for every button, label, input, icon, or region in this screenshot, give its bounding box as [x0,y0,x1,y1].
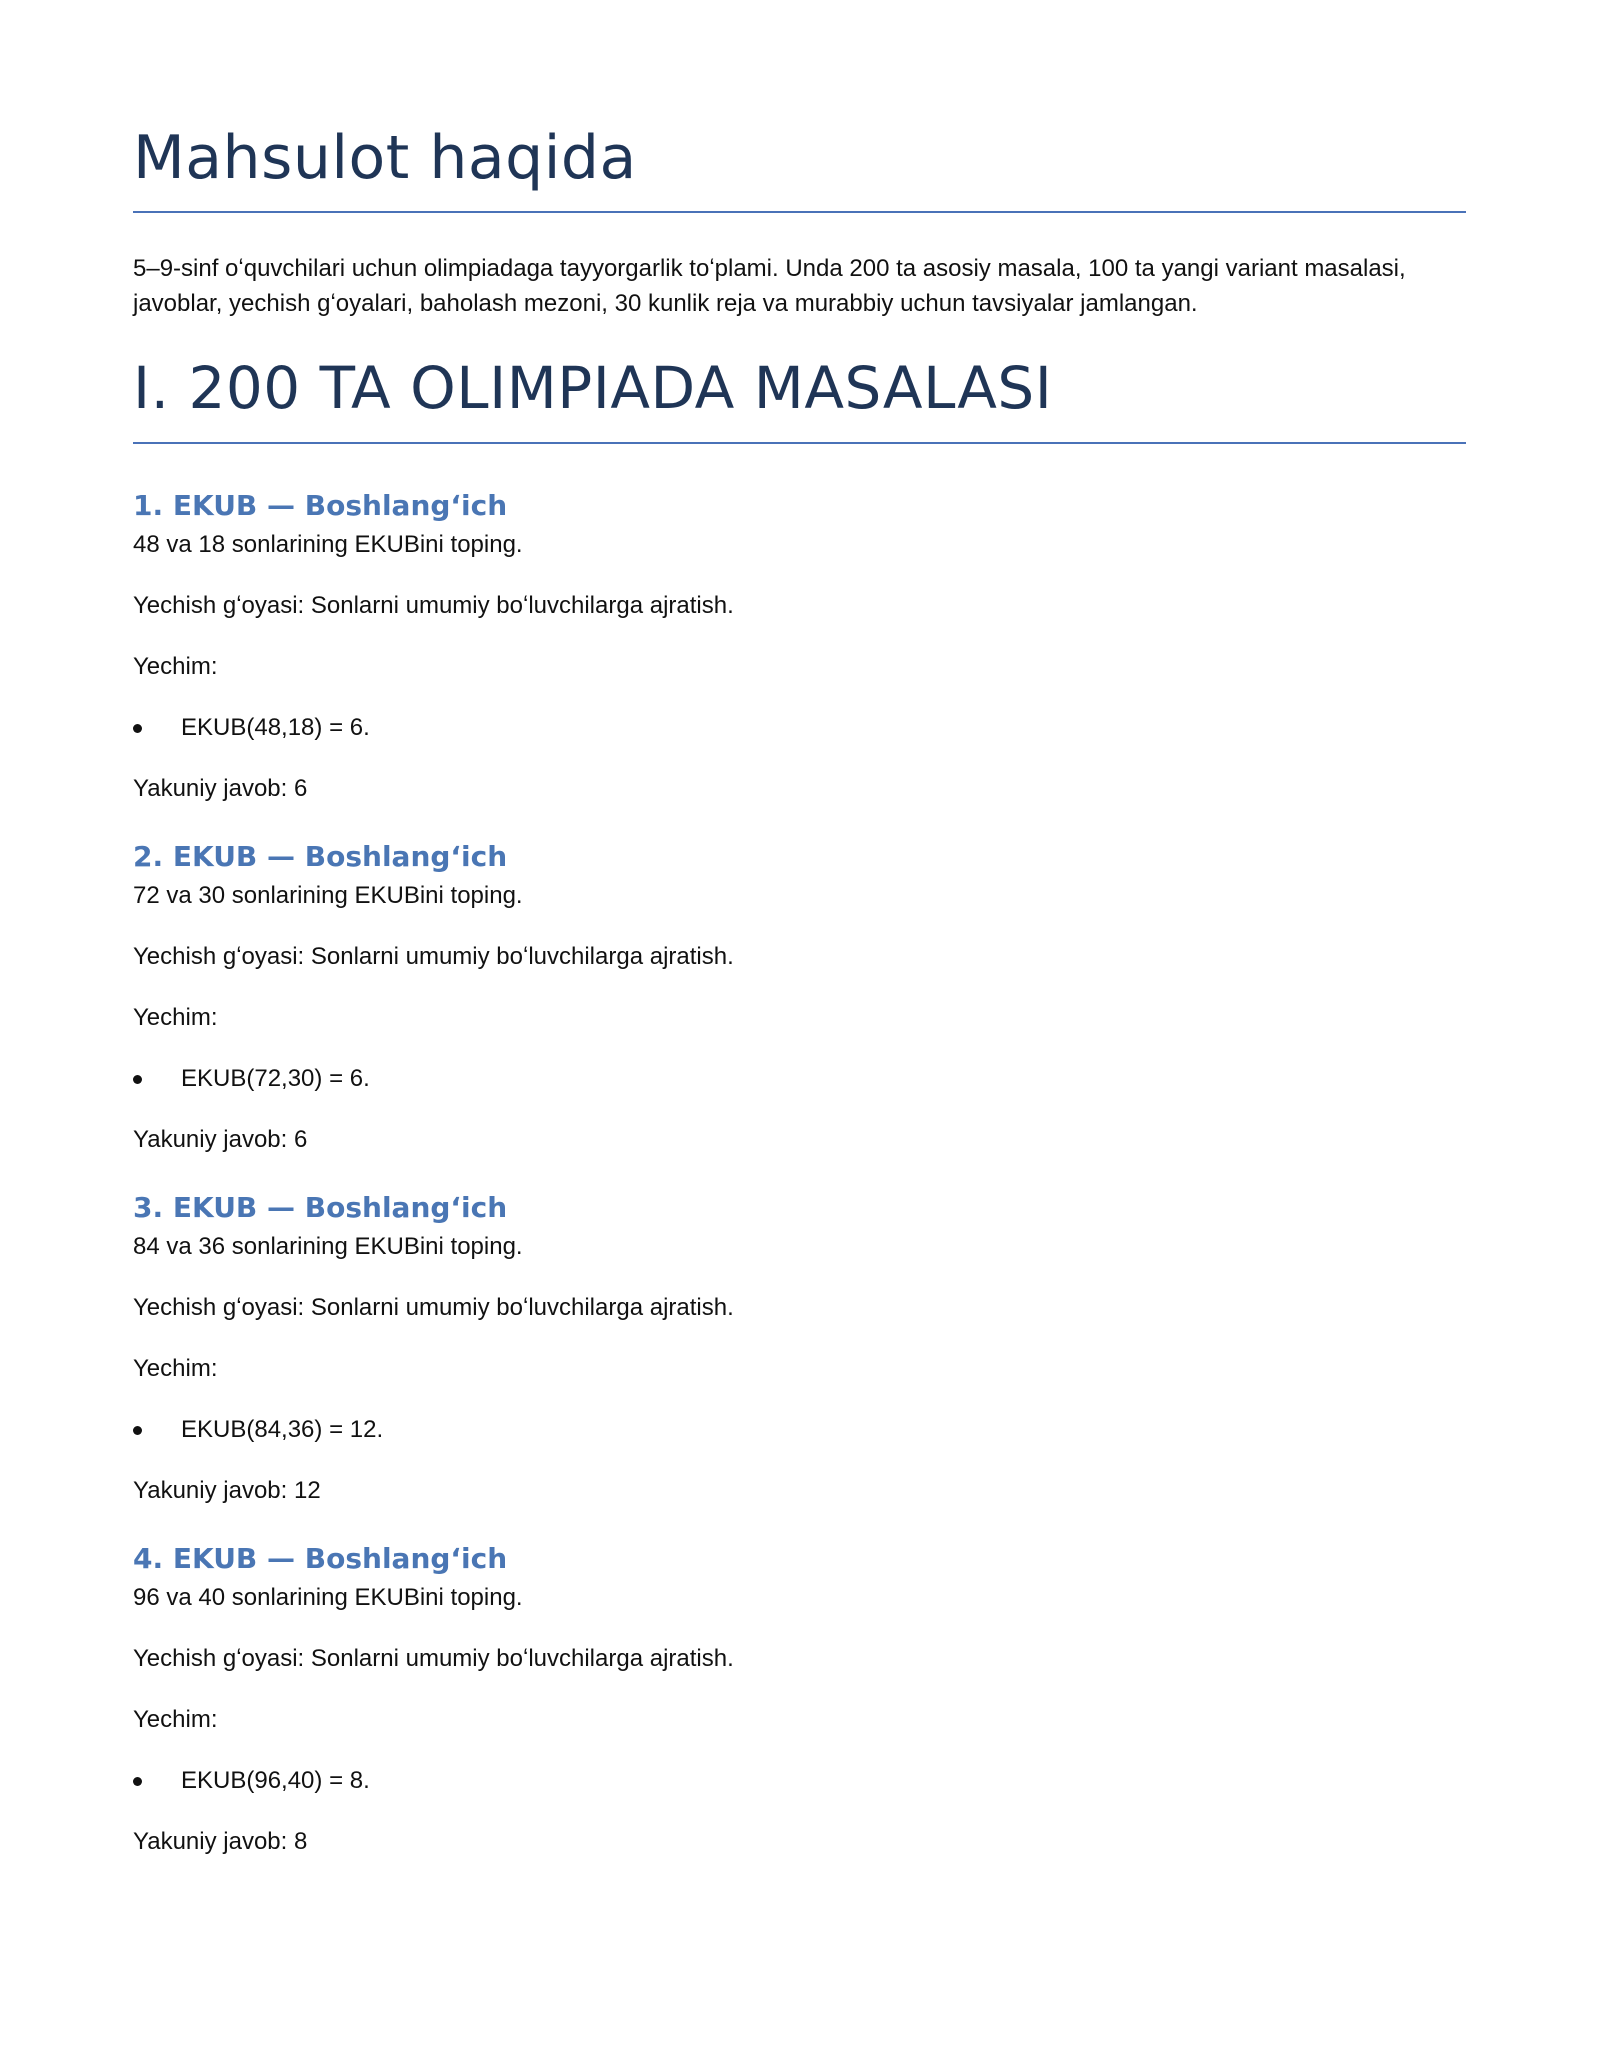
solution-idea: Yechish gʻoyasi: Sonlarni umumiy boʻluvchilarga ajratish. [133,592,734,619]
section-title: I. 200 TA OLIMPIADA MASALASI [133,354,1053,422]
page-title: Mahsulot haqida [133,123,637,193]
solution-steps [133,1415,383,1445]
solution-step-text: EKUB(72,30) = 6. [181,1065,370,1092]
problem-heading: 3. EKUB — Boshlangʻich [133,1191,508,1224]
problem-heading: 1. EKUB — Boshlangʻich [133,489,508,522]
bullet-icon [133,724,142,733]
solution-steps [133,713,370,743]
problem-statement: 72 va 30 sonlarining EKUBini toping. [133,882,523,909]
problem-item [133,837,1466,1188]
problem-statement: 48 va 18 sonlarining EKUBini toping. [133,531,523,558]
problem-statement: 84 va 36 sonlarining EKUBini toping. [133,1233,523,1260]
solution-idea: Yechish gʻoyasi: Sonlarni umumiy boʻluvchilarga ajratish. [133,1645,734,1672]
intro-paragraph: 5–9-sinf oʻquvchilari uchun olimpiadaga tayyorgarlik toʻplami. Unda 200 ta asosiy masala, 100 ta yangi variant masalasi, javoblar, yechish gʻoyalari, baholash mezoni, 30 kunlik reja va murabbiy uchun tavsiyalar jamlangan. [133,255,1406,317]
solution-label: Yechim: [133,653,218,680]
problem-heading: 2. EKUB — Boshlangʻich [133,840,508,873]
solution-step [133,713,370,743]
problem-list [133,486,1466,1890]
solution-idea: Yechish gʻoyasi: Sonlarni umumiy boʻluvchilarga ajratish. [133,943,734,970]
solution-idea: Yechish gʻoyasi: Sonlarni umumiy boʻluvchilarga ajratish. [133,1294,734,1321]
final-answer: Yakuniy javob: 6 [133,775,308,802]
problem-statement: 96 va 40 sonlarining EKUBini toping. [133,1584,523,1611]
solution-label: Yechim: [133,1355,218,1382]
solution-label: Yechim: [133,1706,218,1733]
solution-step [133,1415,383,1445]
bullet-icon [133,1075,142,1084]
solution-step [133,1766,370,1796]
section-divider [133,442,1466,444]
solution-step-text: EKUB(84,36) = 12. [181,1416,384,1443]
solution-step-text: EKUB(96,40) = 8. [181,1767,370,1794]
solution-steps [133,1766,370,1796]
problem-item [133,486,1466,837]
bullet-icon [133,1777,142,1786]
final-answer: Yakuniy javob: 12 [133,1477,321,1504]
solution-steps [133,1064,370,1094]
final-answer: Yakuniy javob: 8 [133,1828,308,1855]
problem-heading: 4. EKUB — Boshlangʻich [133,1542,508,1575]
problem-item [133,1539,1466,1890]
solution-step [133,1064,370,1094]
title-divider [133,211,1466,213]
problem-item [133,1188,1466,1539]
final-answer: Yakuniy javob: 6 [133,1126,308,1153]
solution-step-text: EKUB(48,18) = 6. [181,714,370,741]
bullet-icon [133,1426,142,1435]
solution-label: Yechim: [133,1004,218,1031]
